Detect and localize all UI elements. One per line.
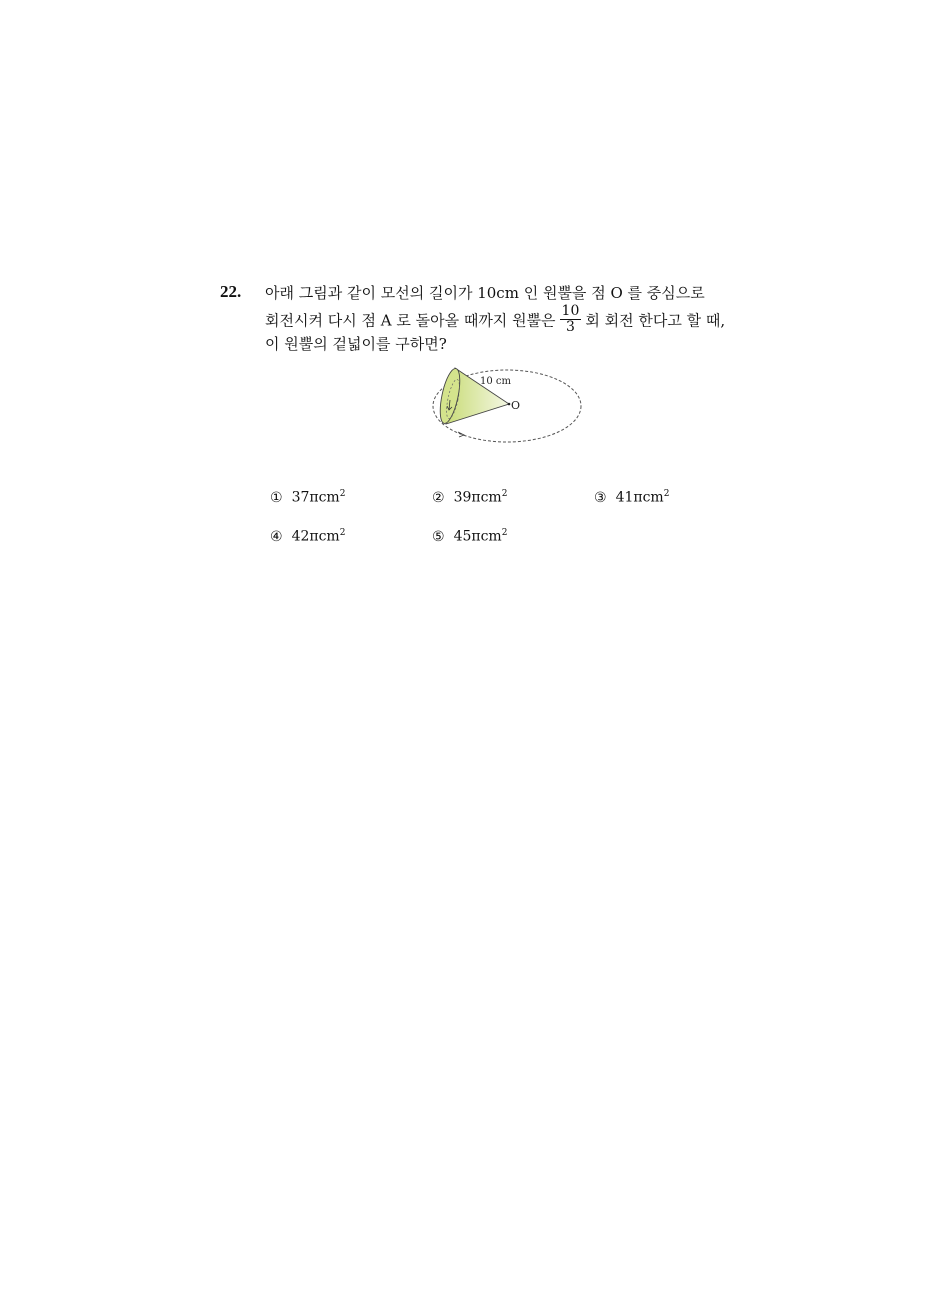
- fraction-denominator: 3: [566, 319, 575, 335]
- choice-2[interactable]: [432, 489, 507, 506]
- choice-1-mark: ①: [270, 489, 283, 506]
- choice-1[interactable]: [270, 489, 345, 506]
- choice-2-exponent: 2: [501, 489, 508, 499]
- cone-rotation-figure: [428, 362, 588, 447]
- choice-3-mark: ③: [594, 489, 607, 506]
- choice-3-exponent: 2: [663, 489, 670, 499]
- choice-1-value: 37πcm: [291, 489, 340, 506]
- cone-diagram: [428, 362, 588, 447]
- choice-2-mark: ②: [432, 489, 445, 506]
- choice-4-mark: ④: [270, 528, 283, 545]
- choice-5[interactable]: [432, 528, 507, 545]
- choice-2-value: 39πcm: [453, 489, 502, 506]
- question-line-3: 이 원뿔의 겉넓이를 구하면?: [265, 335, 447, 353]
- question-line-2-end: 회 회전 한다고 할 때,: [585, 311, 726, 330]
- question-line-2-start: 회전시켜 다시 점 A 로 돌아올 때까지 원뿔은: [265, 311, 556, 330]
- question-line-1: 아래 그림과 같이 모선의 길이가 10cm 인 원뿔을 점 O 를 중심으로: [265, 284, 705, 302]
- choice-3[interactable]: [594, 489, 669, 506]
- choice-4-value: 42πcm: [291, 528, 340, 545]
- fraction-ten-thirds: [560, 304, 582, 335]
- choice-1-exponent: 2: [339, 489, 346, 499]
- choice-4-exponent: 2: [339, 528, 346, 538]
- choice-5-mark: ⑤: [432, 528, 445, 545]
- slant-label: 10 cm: [480, 376, 511, 387]
- choice-3-value: 41πcm: [615, 489, 664, 506]
- choice-4[interactable]: [270, 528, 345, 545]
- question-line-2: [265, 303, 726, 337]
- problem-number: 22.: [220, 282, 242, 301]
- choice-5-value: 45πcm: [453, 528, 502, 545]
- choice-5-exponent: 2: [501, 528, 508, 538]
- fraction-numerator: 10: [561, 303, 580, 319]
- point-o: [508, 403, 511, 406]
- center-label: O: [511, 399, 521, 412]
